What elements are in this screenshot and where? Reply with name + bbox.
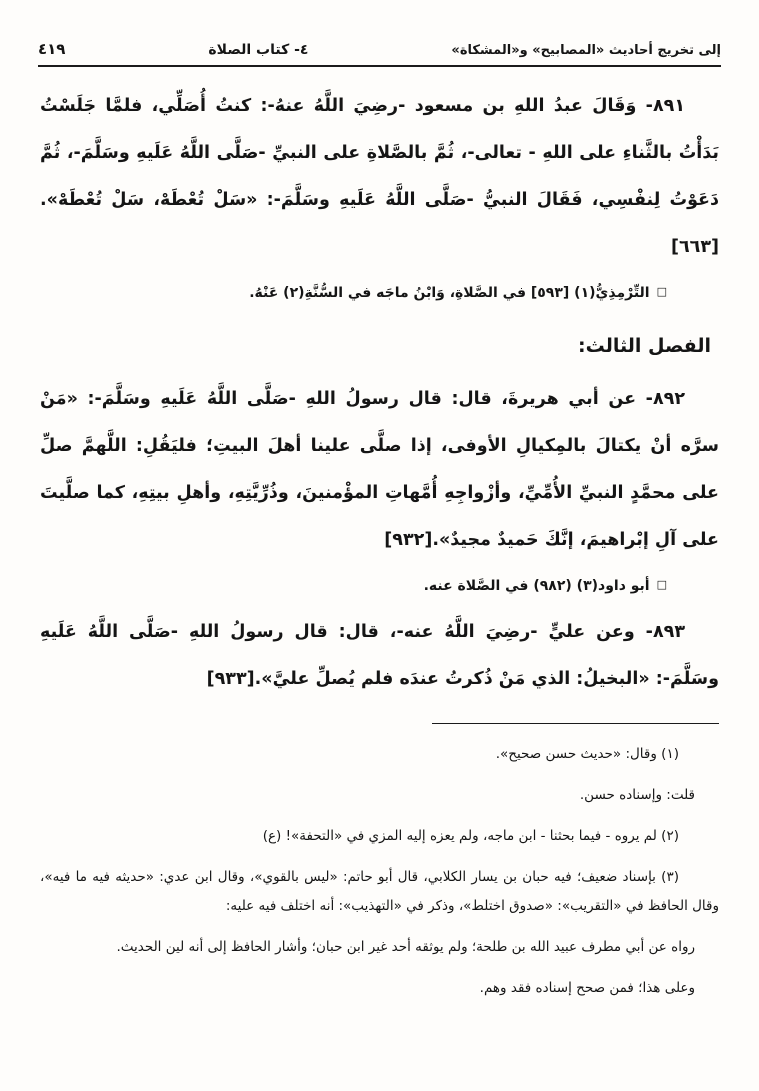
hadith-892-takhrij — [40, 568, 667, 603]
footnote-1: (١) وقال: «حديث حسن صحيح». — [495, 746, 679, 762]
page-header — [0, 0, 759, 58]
hadith-893-text: ٨٩٣- وعن عليٍّ -رضِيَ اللَّهُ عنه-، قال: قال رسولُ اللهِ -صَلَّى اللَّهُ عَلَيهِ وسَلَّمَ-: «البخيلُ: الذي مَنْ ذُكرتُ عندَه فلم يُصلِّ عليَّ».[٩٣٣] — [40, 622, 719, 689]
takhrij-square-icon: □ — [656, 285, 667, 298]
footnote-3-conclusion: وعلى هذا؛ فمن صحح إسناده فقد وهم. — [479, 980, 695, 996]
hadith-891-takhrij — [40, 275, 667, 310]
page-body — [0, 67, 759, 703]
footnote-3-detail: رواه عن أبي مطرف عبيد الله بن طلحة؛ ولم يوثقه أحد غير ابن حبان؛ وأشار الحافظ إلى أنه لين الحديث. — [116, 939, 695, 955]
hadith-891-takhrij-text: التِّرْمِذِيُّ(١) [٥٩٣] في الصَّلاةِ، وَابْنُ ماجَه في السُّنَّةِ(٢) عَنْهُ. — [249, 285, 650, 301]
footnote-3: (٣) بإسناد ضعيف؛ فيه حبان بن يسار الكلابي، قال أبو حاتم: «ليس بالقوي»، وقال ابن عدي: «حديثه فيه ما فيه»، وقال الحافظ في «التقريب»: «صدوق اختلط»، وذكر في «التهذيب»: أنه اختلف فيه عليه: — [40, 869, 719, 914]
book-section-title: ٤- كتاب الصلاة — [208, 42, 309, 58]
footnote-2: (٢) لم يروه - فيما بحثنا - ابن ماجه، ولم يعزه إليه المزي في «التحفة»! (ع) — [262, 828, 679, 844]
hadith-891-text: ٨٩١- وَقَالَ عبدُ اللهِ بن مسعود -رضِيَ اللَّهُ عنهُ-: كنتُ أُصَلِّي، فلمَّا جَلَسْتُ بَدَأْتُ بالثَّناءِ على اللهِ - تعالى-، ثُمَّ بالصَّلاةِ على النبيِّ -صَلَّى اللَّهُ عَلَيهِ وسَلَّمَ-، ثُمَّ دَعَوْتُ لِنفْسِي، فَقَالَ النبيُّ -صَلَّى اللَّهُ عَلَيهِ وسَلَّمَ-: «سَلْ تُعْطَهْ، سَلْ تُعْطَهْ».[٦٦٣] — [40, 96, 719, 257]
footnote-divider — [432, 723, 719, 724]
footnote-1-comment: قلت: وإسناده حسن. — [579, 787, 695, 803]
section-heading: الفصل الثالث: — [578, 335, 711, 357]
takhrij-square-icon: □ — [656, 578, 667, 591]
hadith-892-takhrij-text: أبو داود(٣) (٩٨٢) في الصَّلاة عنه. — [423, 578, 650, 594]
page-number: ٤١٩ — [38, 40, 66, 58]
footnotes-section — [0, 740, 759, 1003]
hadith-892-text: ٨٩٢- عن أبي هريرةَ، قال: قال رسولُ اللهِ -صَلَّى اللَّهُ عَلَيهِ وسَلَّمَ-: «مَنْ سرَّه أنْ يكتالَ بالمِكيالِ الأوفى، إذا صلَّى علينا أهلَ البيتِ؛ فليَقُلِ: اللَّهمَّ صلِّ على محمَّدٍ النبيِّ الأُمِّيِّ، وأزْواجِهِ أُمَّهاتِ المؤْمنينَ، وذُرِّيَّتِهِ، وأهلِ بيتِهِ، كما صلَّيتَ على آلِ إبْراهيمَ، إنَّكَ حَميدٌ مجيدٌ».[٩٣٢] — [40, 389, 719, 550]
running-title: إلى تخريج أحاديث «المصابيح» و«المشكاة» — [451, 43, 721, 58]
